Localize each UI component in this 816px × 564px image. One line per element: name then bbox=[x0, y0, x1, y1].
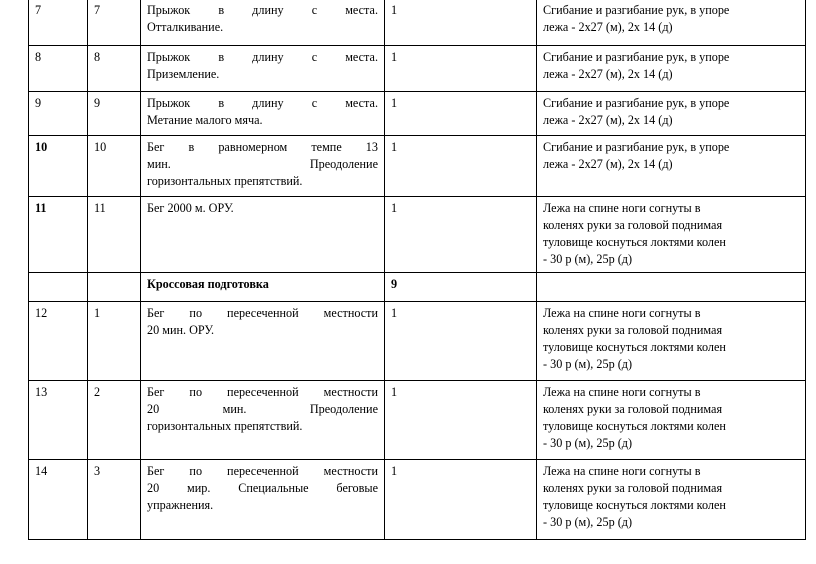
lesson-number: 7 bbox=[88, 0, 141, 46]
lesson-topic: Бег в равномерном темпе 13 мин. Преодоление горизонтальных препятствий. bbox=[141, 136, 385, 197]
lesson-standard: Сгибание и разгибание рук, в упоре лежа - 2х27 (м), 2х 14 (д) bbox=[537, 46, 806, 92]
empty-cell bbox=[88, 273, 141, 302]
lesson-topic: Прыжок в длину с места. Метание малого мяча. bbox=[141, 92, 385, 136]
lesson-standard: Лежа на спине ноги согнуты в коленях руки за головой поднимая туловище коснуться локтями колен - 30 р (м), 25р (д) bbox=[537, 302, 806, 381]
lesson-standard: Лежа на спине ноги согнуты в коленях руки за головой поднимая туловище коснуться локтями колен - 30 р (м), 25р (д) bbox=[537, 460, 806, 540]
lesson-hours: 1 bbox=[385, 197, 537, 273]
row-number: 8 bbox=[29, 46, 88, 92]
empty-cell bbox=[29, 273, 88, 302]
lesson-hours: 1 bbox=[385, 302, 537, 381]
lesson-topic: Бег по пересеченной местности 20 мир. Специальные беговые упражнения. bbox=[141, 460, 385, 540]
row-number: 13 bbox=[29, 381, 88, 460]
lesson-number: 11 bbox=[88, 197, 141, 273]
table-row bbox=[29, 381, 806, 460]
lesson-hours: 1 bbox=[385, 92, 537, 136]
lesson-standard: Сгибание и разгибание рук, в упоре лежа - 2х27 (м), 2х 14 (д) bbox=[537, 0, 806, 46]
row-number: 11 bbox=[29, 197, 88, 273]
table-row bbox=[29, 197, 806, 273]
lesson-number: 1 bbox=[88, 302, 141, 381]
lesson-hours: 1 bbox=[385, 136, 537, 197]
lesson-topic: Бег 2000 м. ОРУ. bbox=[141, 197, 385, 273]
section-hours: 9 bbox=[385, 273, 537, 302]
row-number: 14 bbox=[29, 460, 88, 540]
lesson-standard: Лежа на спине ноги согнуты в коленях руки за головой поднимая туловище коснуться локтями колен - 30 р (м), 25р (д) bbox=[537, 197, 806, 273]
lesson-number: 3 bbox=[88, 460, 141, 540]
table-row bbox=[29, 136, 806, 197]
lesson-standard: Сгибание и разгибание рук, в упоре лежа - 2х27 (м), 2х 14 (д) bbox=[537, 92, 806, 136]
lesson-topic: Прыжок в длину с места. Приземление. bbox=[141, 46, 385, 92]
empty-cell bbox=[537, 273, 806, 302]
lesson-topic: Бег по пересеченной местности 20 мин. ОРУ. bbox=[141, 302, 385, 381]
row-number: 12 bbox=[29, 302, 88, 381]
lesson-topic: Прыжок в длину с места. Отталкивание. bbox=[141, 0, 385, 46]
lesson-standard: Сгибание и разгибание рук, в упоре лежа - 2х27 (м), 2х 14 (д) bbox=[537, 136, 806, 197]
lesson-hours: 1 bbox=[385, 46, 537, 92]
lesson-number: 10 bbox=[88, 136, 141, 197]
lesson-plan-table bbox=[28, 0, 806, 540]
lesson-hours: 1 bbox=[385, 460, 537, 540]
lesson-hours: 1 bbox=[385, 381, 537, 460]
lesson-number: 9 bbox=[88, 92, 141, 136]
row-number: 7 bbox=[29, 0, 88, 46]
lesson-topic: Бег по пересеченной местности 20 мин. Преодоление горизонтальных препятствий. bbox=[141, 381, 385, 460]
table-row bbox=[29, 460, 806, 540]
lesson-standard: Лежа на спине ноги согнуты в коленях руки за головой поднимая туловище коснуться локтями колен - 30 р (м), 25р (д) bbox=[537, 381, 806, 460]
row-number: 9 bbox=[29, 92, 88, 136]
lesson-hours: 1 bbox=[385, 0, 537, 46]
table-row bbox=[29, 302, 806, 381]
lesson-number: 8 bbox=[88, 46, 141, 92]
section-row bbox=[29, 273, 806, 302]
section-title: Кроссовая подготовка bbox=[141, 273, 385, 302]
row-number: 10 bbox=[29, 136, 88, 197]
table-row bbox=[29, 46, 806, 92]
table-row bbox=[29, 92, 806, 136]
lesson-number: 2 bbox=[88, 381, 141, 460]
table-row bbox=[29, 0, 806, 46]
